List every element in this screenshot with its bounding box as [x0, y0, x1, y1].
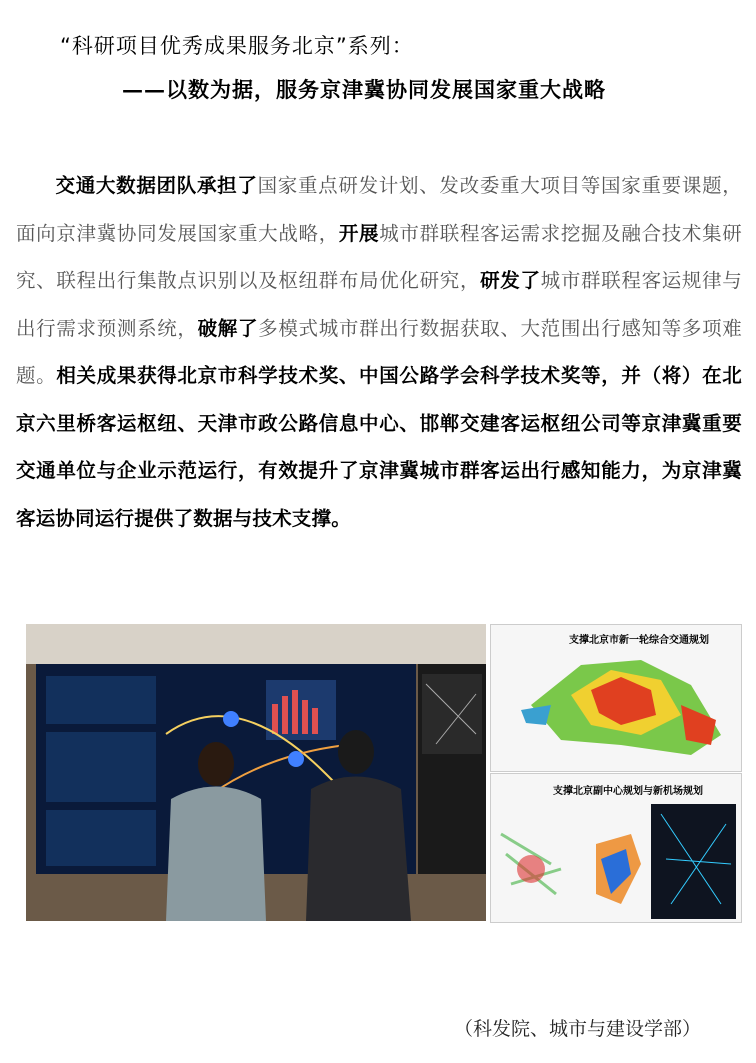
- title-line-2: ——以数为据，服务京津冀协同发展国家重大战略: [122, 77, 606, 102]
- bold-text-run: 开展: [338, 221, 380, 245]
- bold-text-run: 破解了: [197, 316, 259, 340]
- text-run: 国家重点研发计划、发改委重大项目等国家重要课题，面向京津冀协同发展国家重大战略，: [16, 174, 742, 245]
- text-run: 城市群联程客运规律与出行需求预测系统，: [16, 269, 742, 340]
- traffic-heatmap-figure: [490, 624, 742, 772]
- department-footer: （科发院、城市与建设学部）: [454, 1018, 702, 1040]
- main-paragraph: [16, 162, 742, 542]
- bold-text-run: 相关成果获得北京市科学技术奖、中国公路学会科学技术奖等，并（将）在北京六里桥客运枢纽、天津市政公路信息中心、邯郸交建客运枢纽公司等京津冀重要交通单位与企业示范运行，有效提升了京津冀城市群客运出行感知能力，为京津冀客运协同运行提供了数据与技术支撑。: [16, 364, 742, 530]
- text-run: 城市群联程客运需求挖掘及融合技术集研究、联程出行集散点识别以及枢纽群布局优化研究，: [16, 221, 742, 292]
- control-room-photo: [26, 624, 486, 921]
- text-run: 多模式城市群出行数据获取、大范围出行感知等多项难题。: [16, 316, 742, 387]
- figure1-caption: 支撑北京市新一轮综合交通规划: [569, 635, 709, 646]
- bold-text-run: 交通大数据团队承担了: [55, 174, 258, 197]
- planning-maps-figure: [490, 773, 742, 923]
- bold-text-run: 研发了: [480, 269, 541, 292]
- title-line-1: “科研项目优秀成果服务北京”系列：: [60, 34, 414, 58]
- figure2-caption: 支撑北京副中心规划与新机场规划: [553, 786, 703, 797]
